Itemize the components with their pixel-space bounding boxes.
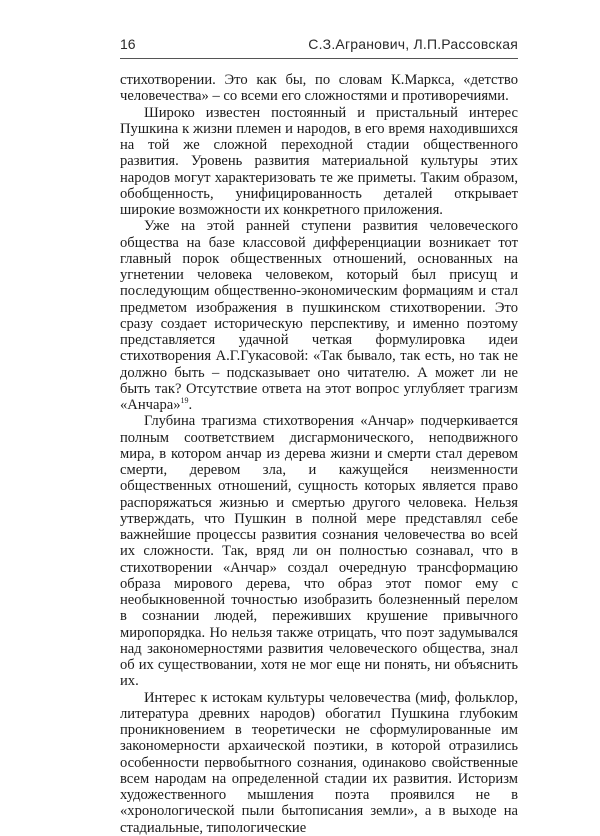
header-rule — [120, 58, 518, 59]
paragraph-1: стихотворении. Это как бы, по словам К.Маркса, «детство человечества» – со всеми его сложностями и противоречиями. — [120, 72, 518, 105]
page-number: 16 — [120, 36, 136, 52]
paragraph-5: Интерес к истокам культуры человечества (миф, фольклор, литература древних народов) обогатил Пушкина глубоким проникновением в теоретически не сформулированные им закономерности архаической поэтики, в которой отразились особенности первобытного сознания, одинаково свойственные всем народам на определенной стадии их развития. Историзм художественного мышления поэта проявился не в «хронологической пыли бытописания земли», а в выходе на стадиальные, типологические — [120, 689, 518, 836]
paragraph-2: Широко известен постоянный и пристальный интерес Пушкина к жизни племен и народов, в его время находившихся на той же сложной переходной стадии общественного развития. Уровень развития материальной культуры этих народов могут характеризовать те же приметы. Таким образом, обобщенность, унифицированность деталей открывает широкие возможности их конкретного приложения. — [120, 104, 518, 218]
paragraph-4: Глубина трагизма стихотворения «Анчар» подчеркивается полным соответствием дисгармонического, неподвижного мира, в котором анчар из дерева жизни и смерти стал деревом смерти, деревом зла, и кажущейся неизменности общественных отношений, сущность которых является право распоряжаться жизнью и смертью другого человека. Нельзя утверждать, что Пушкин в полной мере представлял себе важнейшие процессы развития сознания человечества во всей их сложности. Так, вряд ли он полностью сознавал, что в стихотворении «Анчар» создал очередную трансформацию образа мирового дерева, что образ этот помог ему с необыкновенной точностью изобразить болезненный перелом в сознании людей, переживших крушение привычного миропорядка. Но нельзя также отрицать, что поэт задумывался над закономерностями развития человеческого общества, знал об их существовании, хотя не мог еще ни понять, ни объяснить их. — [120, 413, 518, 690]
paragraph-3 — [120, 218, 518, 413]
paragraph-3-text: Уже на этой ранней ступени развития человеческого общества на базе классовой дифференциации возникает тот главный порок общественных отношений, основанных на угнетении человека человеком, который был присущ и последующим общественно-экономическим формациям и стал предметом изображения в пушкинском стихотворении. Это сразу создает историческую перспективу, и именно поэтому представляется удачной четкая формулировка идеи стихотворения А.Г.Гукасовой: «Так бывало, так есть, но так не должно быть – подсказывает оно читателю. А может ли не быть так? Отсутствие ответа на этот вопрос углубляет трагизм «Анчара» — [120, 218, 518, 413]
running-head: С.З.Агранович, Л.П.Рассовская — [308, 36, 518, 52]
footnote-marker: 19 — [180, 396, 189, 406]
body-text — [120, 72, 518, 836]
paragraph-3-end: . — [188, 397, 193, 413]
